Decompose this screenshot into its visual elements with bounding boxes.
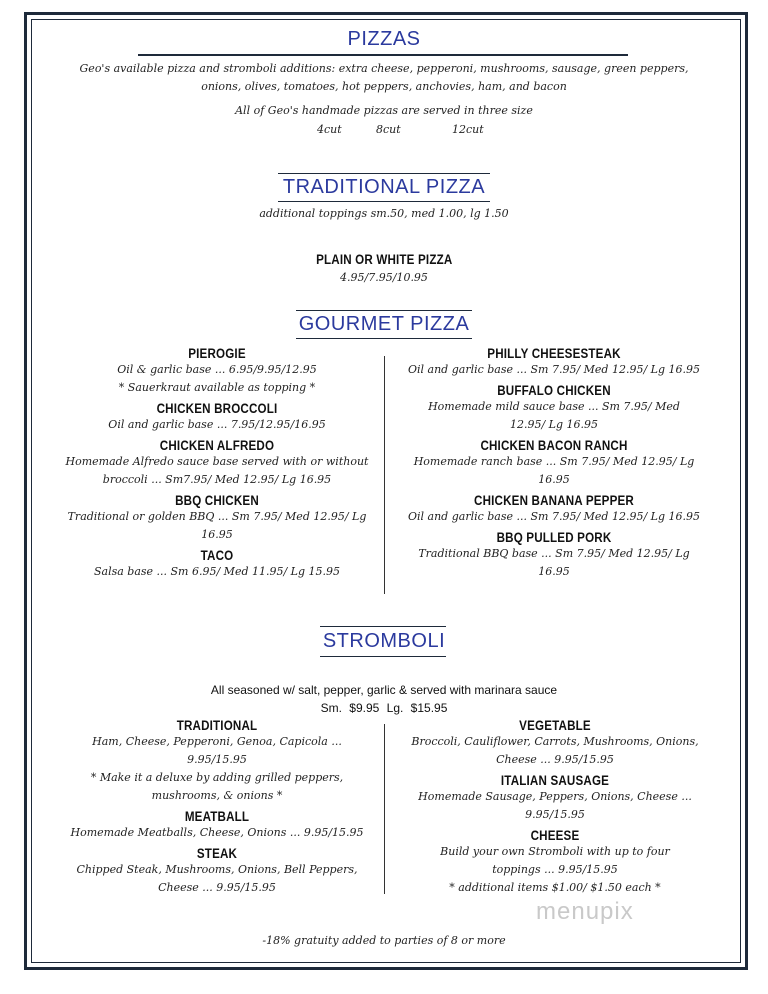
item-desc: Homemade Meatballs, Cheese, Onions ... 9.95/15.95 [70,826,364,839]
menu-item [62,718,372,805]
item-desc: Broccoli, Cauliflower, Carrots, Mushrooms, Onions, Cheese ... 9.95/15.95 [411,735,699,766]
gourmet-right-column [404,346,704,585]
plain-pizza-name: PLAIN OR WHITE PIZZA [315,252,453,267]
stromboli-right-column [400,718,710,901]
menu-item [400,828,710,897]
menu-item [62,846,372,897]
item-name: BBQ PULLED PORK [496,530,612,545]
traditional-rule-top [278,173,490,174]
gratuity-note: -18% gratuity added to parties of 8 or more [262,934,506,947]
size-4cut: 4cut [317,123,342,136]
item-name: CHICKEN BROCCOLI [156,401,278,416]
size-12cut: 12cut [452,123,484,136]
item-name: TACO [200,548,234,563]
item-name: MEATBALL [184,809,250,824]
item-desc: Homemade ranch base ... Sm 7.95/ Med 12.95/ Lg 16.95 [413,455,695,486]
item-desc: Traditional BBQ base ... Sm 7.95/ Med 12.95/ Lg 16.95 [418,547,690,578]
menu-item [62,438,372,489]
menu-item [62,548,372,581]
item-desc: Salsa base ... Sm 6.95/ Med 11.95/ Lg 15.95 [93,565,341,578]
stromboli-divider [384,724,385,894]
item-desc: Oil and garlic base ... 7.95/12.95/16.95 [108,418,326,431]
item-desc: Build your own Stromboli with up to four toppings ... 9.95/15.95 [440,845,670,876]
stromboli-title: STROMBOLI [322,630,446,652]
traditional-title: TRADITIONAL PIZZA [282,176,486,198]
item-name: STEAK [196,846,238,861]
stromboli-rule-bottom [320,656,446,657]
menu-item [62,401,372,434]
menu-item [404,438,704,489]
traditional-rule-bottom [278,201,490,202]
item-extra: * Make it a deluxe by adding grilled peppers, mushrooms, & onions * [90,771,344,802]
menu-item [404,530,704,581]
size-8cut: 8cut [376,123,401,136]
pizzas-sizes-note: All of Geo's handmade pizzas are served in three size [235,104,533,117]
traditional-note: additional toppings sm.50, med 1.00, lg 1.50 [259,207,509,220]
item-name: CHICKEN BANANA PEPPER [474,493,634,508]
item-name: CHICKEN BACON RANCH [480,438,628,453]
stromboli-left-column [62,718,372,901]
item-desc: Chipped Steak, Mushrooms, Onions, Bell Peppers, Cheese ... 9.95/15.95 [76,863,358,894]
menu-item [400,718,710,769]
item-desc: Homemade Sausage, Peppers, Onions, Cheese ... 9.95/15.95 [418,790,692,821]
gourmet-title: GOURMET PIZZA [298,313,470,335]
item-extra: * additional items $1.00/ $1.50 each * [449,881,661,894]
menu-item [400,773,710,824]
menu-item [62,809,372,842]
item-name: BUFFALO CHICKEN [497,383,611,398]
menu-item [404,383,704,434]
stromboli-prices: Sm. $9.95 Lg. $15.95 [320,701,448,715]
gourmet-rule-top [296,310,472,311]
item-desc: Traditional or golden BBQ ... Sm 7.95/ Med 12.95/ Lg 16.95 [67,510,367,541]
pizzas-rule [138,54,628,56]
item-name: TRADITIONAL [176,718,258,733]
menu-item [404,346,704,379]
item-desc: Homemade Alfredo sauce base served with or without broccoli ... Sm7.95/ Med 12.95/ Lg 16.95 [65,455,369,486]
item-name: CHICKEN ALFREDO [159,438,275,453]
item-desc: Homemade mild sauce base ... Sm 7.95/ Med 12.95/ Lg 16.95 [428,400,680,431]
gourmet-rule-bottom [296,338,472,339]
gourmet-left-column [62,346,372,585]
item-name: VEGETABLE [519,718,591,733]
pizzas-additions: Geo's available pizza and stromboli additions: extra cheese, pepperoni, mushrooms, sausage, green peppers, onions, olives, tomatoes, hot peppers, anchovies, ham, and bacon [79,62,689,93]
item-name: CHEESE [530,828,580,843]
menu-item [62,346,372,397]
stromboli-seasoning: All seasoned w/ salt, pepper, garlic & served with marinara sauce [210,683,558,697]
item-desc: Oil & garlic base ... 6.95/9.95/12.95 [117,363,317,376]
watermark: menupix [536,898,634,925]
plain-pizza-price: 4.95/7.95/10.95 [340,271,428,284]
item-extra: * Sauerkraut available as topping * [118,381,316,394]
item-desc: Ham, Cheese, Pepperoni, Genoa, Capicola ... 9.95/15.95 [92,735,342,766]
gourmet-divider [384,356,385,594]
menu-item [62,493,372,544]
item-name: PIEROGIE [188,346,246,361]
item-desc: Oil and garlic base ... Sm 7.95/ Med 12.95/ Lg 16.95 [407,510,700,523]
menu-item [404,493,704,526]
item-desc: Oil and garlic base ... Sm 7.95/ Med 12.95/ Lg 16.95 [407,363,700,376]
stromboli-rule-top [320,626,446,627]
pizzas-title: PIZZAS [347,28,421,50]
item-name: BBQ CHICKEN [175,493,259,508]
item-name: PHILLY CHEESESTEAK [487,346,621,361]
item-name: ITALIAN SAUSAGE [500,773,610,788]
